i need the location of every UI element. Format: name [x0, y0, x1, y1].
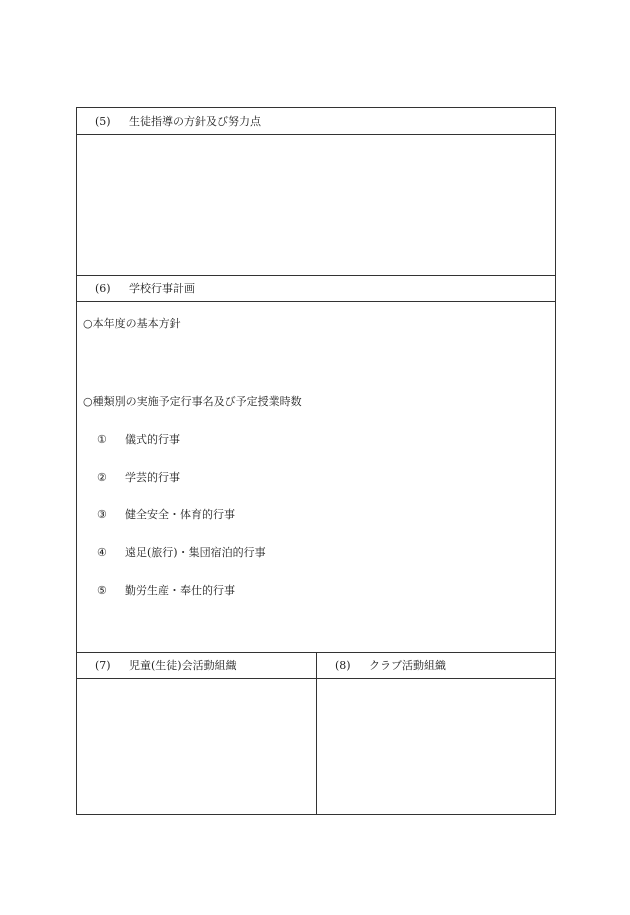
section-7-body: [77, 679, 316, 814]
event-item-label: 健全安全・体育的行事: [125, 508, 235, 521]
event-item: [97, 544, 266, 560]
basic-policy-label: ○本年度の基本方針: [83, 317, 181, 330]
section-8-header: [317, 652, 555, 678]
section-5-title: 生徒指導の方針及び努力点: [129, 115, 261, 128]
section-7-title: 児童(生徒)会活動組織: [129, 659, 237, 672]
section-6-number: (6): [95, 281, 111, 295]
event-item-label: 勤労生産・奉仕的行事: [125, 584, 235, 597]
section-6-title: 学校行事計画: [129, 282, 195, 295]
event-item-number: ⑤: [97, 584, 107, 597]
section-7-number: (7): [95, 658, 111, 672]
event-item-label: 儀式的行事: [125, 433, 180, 446]
event-item-number: ④: [97, 546, 107, 559]
event-item-label: 学芸的行事: [125, 471, 180, 484]
section-8-body: [317, 679, 555, 814]
event-item: [97, 582, 235, 598]
event-item-label: 遠足(旅行)・集団宿泊的行事: [125, 546, 266, 559]
event-item: [97, 506, 235, 522]
event-item: [97, 469, 180, 485]
section-8-title: クラブ活動組織: [369, 659, 446, 672]
events-heading: ○種類別の実施予定行事名及び予定授業時数: [83, 395, 302, 408]
plan-form: [76, 107, 556, 815]
event-item-number: ①: [97, 433, 107, 446]
event-item-number: ③: [97, 508, 107, 521]
section-5-header: [77, 108, 555, 134]
event-item: [97, 431, 180, 447]
section-5-number: (5): [95, 114, 111, 128]
section-8-number: (8): [335, 658, 351, 672]
section-5-body: [77, 135, 555, 275]
section-7-header: [77, 652, 316, 678]
section-6-header: [77, 275, 555, 301]
section-6-body: [77, 302, 555, 652]
event-item-number: ②: [97, 471, 107, 484]
